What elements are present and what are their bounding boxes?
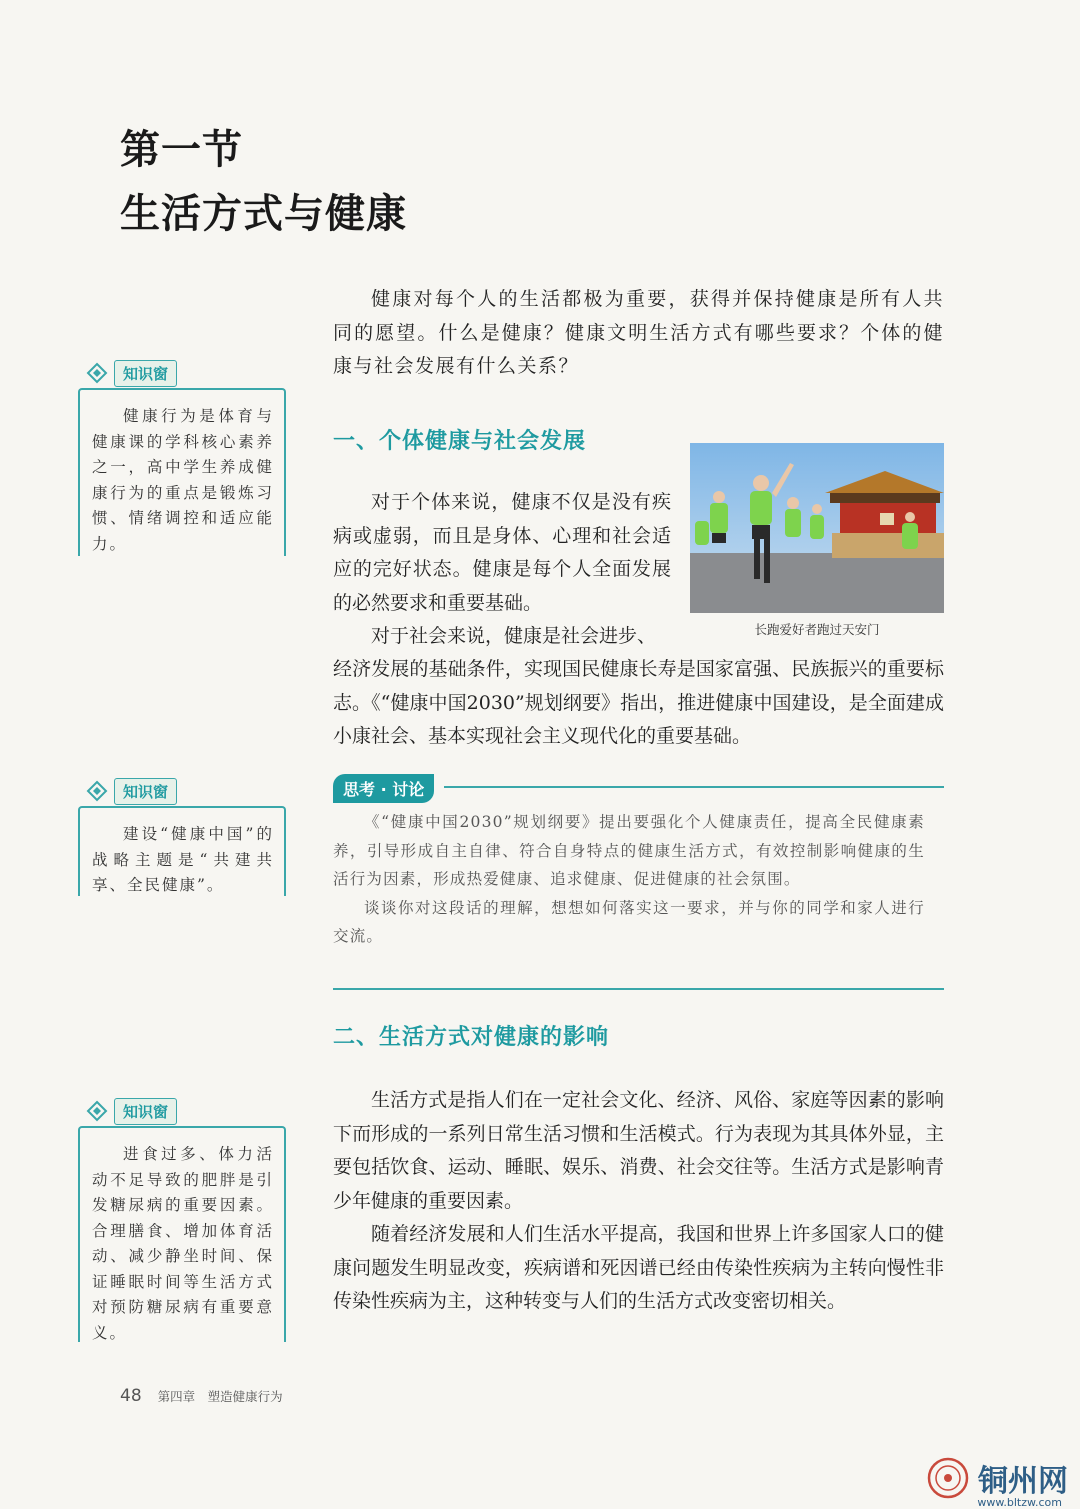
think-discuss-label: 思考 · 讨论 — [333, 774, 434, 803]
knowledge-text-3: 进食过多、体力活动不足导致的肥胖是引发糖尿病的重要因素。合理膳食、增加体育活动、减少静坐时间、保证睡眠时间等生活方式对预防糖尿病有重要意义。 — [92, 1145, 274, 1342]
knowledge-box-3 — [78, 1096, 286, 1342]
knowledge-box-2 — [78, 776, 286, 896]
section-title: 生活方式与健康 — [120, 190, 407, 237]
knowledge-box-1 — [78, 358, 286, 556]
think-divider-top — [444, 786, 944, 788]
part1-paragraph-1: 对于个体来说，健康不仅是没有疾病或虚弱，而且是身体、心理和社会适应的完好状态。健康是每个人全面发展的必然要求和重要基础。 对于社会来说，健康是社会进步、 — [333, 491, 671, 647]
diamond-icon — [86, 362, 108, 384]
marathon-photo — [690, 443, 944, 613]
page-footer — [120, 1386, 283, 1406]
seal-logo-icon — [926, 1456, 970, 1500]
intro-paragraph: 健康对每个人的生活都极为重要，获得并保持健康是所有人共同的愿望。什么是健康？健康文明生活方式有哪些要求？个体的健康与社会发展有什么关系？ — [333, 288, 944, 377]
part2-heading: 二、生活方式对健康的影响 — [333, 1025, 610, 1050]
knowledge-tag: 知识窗 — [86, 1096, 177, 1126]
site-watermark — [926, 1456, 1068, 1509]
knowledge-text-1: 健康行为是体育与健康课的学科核心素养之一，高中学生养成健康行为的重点是锻炼习惯、情绪调控和适应能力。 — [92, 407, 274, 553]
section-title-number: 第一节 — [120, 126, 243, 173]
knowledge-tag: 知识窗 — [86, 358, 177, 388]
part1-heading: 一、个体健康与社会发展 — [333, 429, 587, 454]
chapter-title-footer: 第四章 塑造健康行为 — [157, 1389, 283, 1404]
think-divider-bottom — [333, 988, 944, 990]
diamond-icon — [86, 780, 108, 802]
watermark-url: www.bltzw.com — [977, 1496, 1062, 1509]
think-discuss-text: 《“健康中国2030”规划纲要》提出要强化个人健康责任，提高全民健康素养，引导形成自主自律、符合自身特点的健康生活方式，有效控制影响健康的生活行为因素，形成热爱健康、追求健康、促进健康的社会氛围。 谈谈你对这段话的理解，想想如何落实这一要求，并与你的同学和家人进行交流。 — [333, 813, 925, 945]
watermark-name: 铜州网 — [978, 1464, 1068, 1499]
diamond-icon — [86, 1100, 108, 1122]
knowledge-tag: 知识窗 — [86, 776, 177, 806]
part2-paragraphs: 生活方式是指人们在一定社会文化、经济、风俗、家庭等因素的影响下而形成的一系列日常生活习惯和生活模式。行为表现为其具体外显，主要包括饮食、运动、睡眠、娱乐、消费、社会交往等。生活方式是影响青少年健康的重要因素。 随着经济发展和人们生活水平提高，我国和世界上许多国家人口的健康问题发生明显改变，疾病谱和死因谱已经由传染性疾病为主转向慢性非传染性疾病为主，这种转变与人们的生活方式改变密切相关。 — [333, 1089, 944, 1312]
photo-caption: 长跑爱好者跑过天安门 — [754, 622, 880, 637]
part1-paragraph-2: 经济发展的基础条件，实现国民健康长寿是国家富强、民族振兴的重要标志。《“健康中国2030”规划纲要》指出，推进健康中国建设，是全面建成小康社会、基本实现社会主义现代化的重要基础。 — [333, 658, 944, 747]
page-number: 48 — [120, 1386, 142, 1406]
knowledge-text-2: 建设“健康中国”的战略主题是“共建共享、全民健康”。 — [92, 825, 274, 894]
